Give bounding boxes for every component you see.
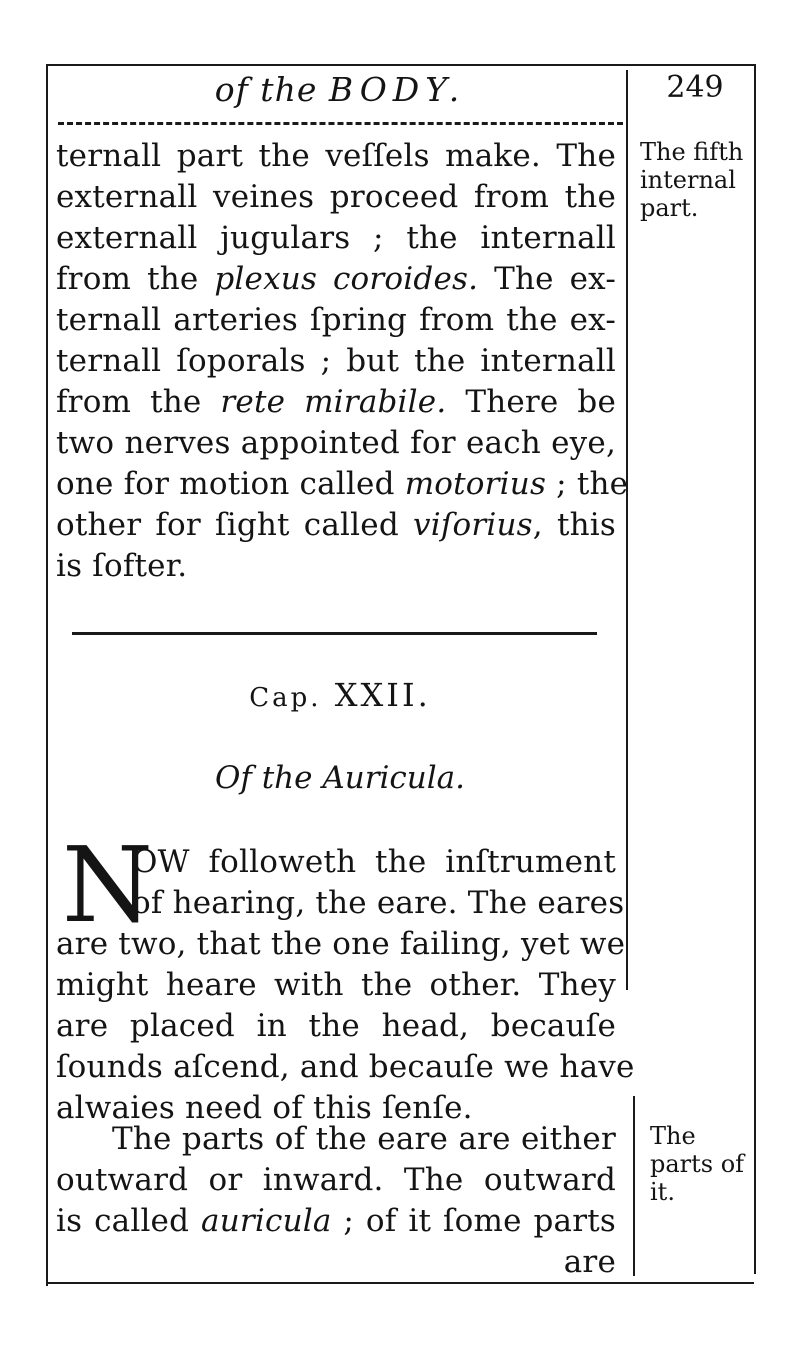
drop-cap: N (62, 824, 151, 946)
chapter-heading (60, 676, 620, 714)
margin-note-line: The fifth (640, 138, 744, 166)
paragraph-2-top (132, 842, 625, 924)
margin-note-fifth-part (640, 138, 758, 222)
text-line: externall jugulars ; the internall (56, 220, 616, 256)
text-line: two nerves appointed for each eye, (56, 425, 616, 461)
header-rule (58, 122, 623, 125)
margin-note-line: part. (640, 194, 699, 222)
margin-note-line: parts of (650, 1150, 745, 1178)
chapter-title: Of the Auricula. (214, 760, 466, 796)
text-line: ternall ſoporals ; but the internall (56, 343, 616, 379)
frame-top-border (46, 64, 756, 66)
running-head-prefix: of the (214, 70, 318, 109)
text-line: alwaies need of this ſenſe. (56, 1090, 473, 1126)
chapter-label: Cap. (249, 683, 322, 713)
margin-note-line: internal (640, 166, 736, 194)
frame-column-divider-lower (633, 1096, 635, 1276)
running-head-caps: BODY. (328, 70, 466, 109)
text-line: is called auricula ; of it ſome parts (56, 1203, 617, 1239)
text-line: The parts of the eare are either (112, 1121, 616, 1157)
latin-term: auricula (201, 1203, 332, 1239)
text-line: OW followeth the inſtrument (132, 844, 616, 880)
text-line: externall veines proceed from the (56, 179, 616, 215)
latin-term: motorius (404, 466, 547, 502)
margin-note-line: The (650, 1122, 696, 1150)
text-line: outward or inward. The outward (56, 1162, 616, 1198)
paragraph-3 (56, 1119, 616, 1283)
text-line: are two, that the one failing, yet we (56, 926, 626, 962)
text-line: ternall arteries ſpring from the ex- (56, 302, 616, 338)
text-line: is ſofter. (56, 548, 188, 584)
frame-column-divider (626, 70, 628, 990)
margin-note-parts (650, 1122, 768, 1206)
text-line: ternall part the veſſels make. The (56, 138, 616, 174)
latin-term: viſorius (413, 507, 533, 543)
text-line: other for ſight called viſorius, this (56, 507, 616, 543)
frame-left-border (46, 64, 48, 1286)
text-line: of hearing, the eare. The eares (132, 885, 625, 921)
text-line: might heare with the other. They (56, 967, 616, 1003)
frame-right-border (754, 64, 756, 1274)
paragraph-1 (56, 136, 629, 587)
latin-term: rete mirabile. (220, 384, 447, 420)
section-rule (72, 632, 597, 635)
latin-term: plexus coroides. (214, 261, 479, 297)
paragraph-2 (56, 924, 635, 1129)
text-line: from the rete mirabile. There be (56, 384, 616, 420)
chapter-number: XXII. (334, 676, 431, 714)
text-line: are placed in the head, becauſe (56, 1008, 616, 1044)
text-line: from the plexus coroides. The ex- (56, 261, 616, 297)
text-line: one for motion called motorius ; the (56, 466, 629, 502)
page-number: 249 (666, 70, 724, 105)
running-head (60, 70, 620, 109)
margin-note-line: it. (650, 1178, 675, 1206)
catchword: are (563, 1244, 616, 1280)
text-line: ſounds aſcend, and becauſe we have (56, 1049, 635, 1085)
